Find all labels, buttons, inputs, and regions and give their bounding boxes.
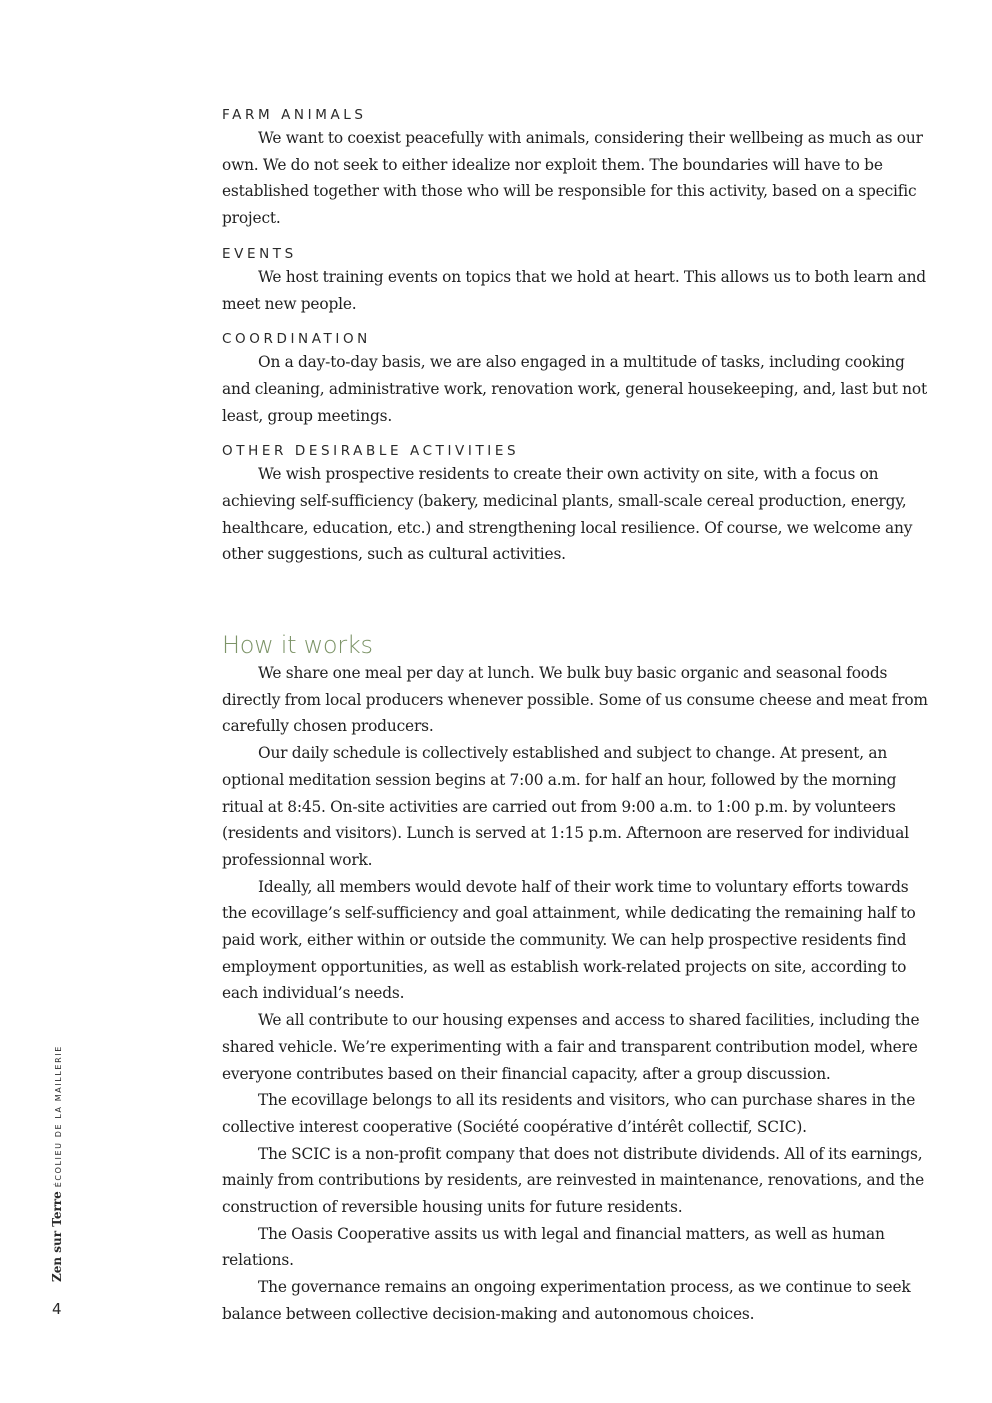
how-it-works-paragraph: The governance remains an ongoing experimentation process, as we continue to seek balance between collective decision-making and autonomous choices. xyxy=(222,1278,911,1323)
how-it-works-paragraph: The SCIC is a non-profit company that does not distribute dividends. All of its earnings, mainly from contributions by residents, are reinvested in maintenance, renovations, and the construction of reversible housing units for future residents. xyxy=(222,1144,925,1217)
section-heading: EVENTS xyxy=(222,245,297,262)
how-it-works-paragraph: We all contribute to our housing expenses and access to shared facilities, including the shared vehicle. We’re experimenting with a fair and transparent contribution model, where everyone contributes based on their financial capacity, after a group discussion. xyxy=(222,1011,920,1083)
activities-section xyxy=(222,106,936,581)
brand-subtitle: ÉCOLIEU DE LA MAILLERIE xyxy=(54,1045,63,1188)
section-paragraph: We wish prospective residents to create their own activity on site, with a focus on achieving self-sufficiency (bakery, medicinal plants, small-scale cereal production, energy, healthcare, education, etc.) and strengthening local resilience. Of course, we welcome any other suggestions, such as cultural activities. xyxy=(222,465,913,564)
section-paragraph: On a day-to-day basis, we are also engaged in a multitude of tasks, including cooking and cleaning, administrative work, renovation work, general housekeeping, and, last but not least, group meetings. xyxy=(222,353,927,425)
how-it-works-paragraph: We share one meal per day at lunch. We bulk buy basic organic and seasonal foods directly from local producers whenever possible. Some of us consume cheese and meat from carefully chosen producers. xyxy=(222,664,928,736)
section-paragraph: We host training events on topics that we hold at heart. This allows us to both learn and meet new people. xyxy=(222,267,926,313)
how-it-works-paragraph: The Oasis Cooperative assits us with legal and financial matters, as well as human relations. xyxy=(222,1224,885,1270)
farm-animals-block xyxy=(222,106,936,232)
section-heading: COORDINATION xyxy=(222,331,371,348)
section-paragraph: We want to coexist peacefully with animals, considering their wellbeing as much as our own. We do not seek to either idealize nor exploit them. The boundaries will have to be established together with those who will be responsible for this activity, based on a specific project. xyxy=(222,129,923,228)
coordination-block xyxy=(222,330,936,429)
how-it-works-title: How it works xyxy=(222,631,373,659)
events-block xyxy=(222,245,936,317)
how-it-works-paragraph: The ecovillage belongs to all its residents and visitors, who can purchase shares in the collective interest cooperative (Société coopérative d’intérêt collectif, SCIC). xyxy=(222,1091,916,1136)
how-it-works-section xyxy=(222,630,936,1328)
section-heading: FARM ANIMALS xyxy=(222,107,367,123)
how-it-works-paragraph: Ideally, all members would devote half of their work time to voluntary efforts towards the ecovillage’s self-sufficiency and goal attainment, while dedicating the remaining half to paid work, either within or outside the community. We can help prospective residents find employment opportunities, as well as establish work-related projects on site, according to each individual’s needs. xyxy=(222,877,916,1003)
running-footer xyxy=(50,1042,66,1282)
brand-name: Zen sur Terre xyxy=(50,1191,64,1282)
section-heading: OTHER DESIRABLE ACTIVITIES xyxy=(222,443,520,460)
how-it-works-paragraph: Our daily schedule is collectively established and subject to change. At present, an optional meditation session begins at 7:00 a.m. for half an hour, followed by the morning ritual at 8:45. On-site activities are carried out from 9:00 a.m. to 1:00 p.m. by volunteers (residents and visitors). Lunch is served at 1:15 p.m. Afternoon are reserved for individual professionnal work. xyxy=(222,744,910,869)
other-activities-block xyxy=(222,442,936,568)
page-number: 4 xyxy=(52,1300,62,1318)
